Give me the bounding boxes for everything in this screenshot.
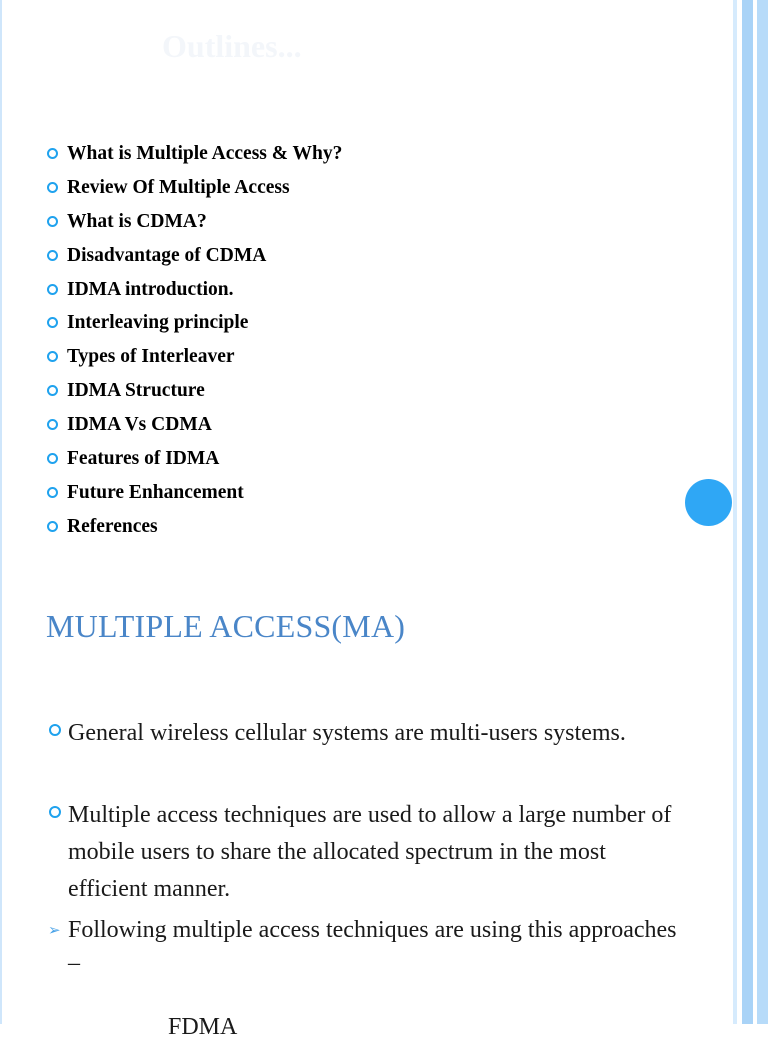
list-item [44, 479, 342, 513]
decorative-circle-icon [685, 479, 732, 526]
outline-list [44, 140, 342, 547]
list-item-label: Review Of Multiple Access [67, 176, 290, 198]
circle-bullet-icon [47, 284, 58, 295]
circle-bullet-icon [47, 216, 58, 227]
paragraph [46, 914, 688, 980]
list-item-label: IDMA Vs CDMA [67, 414, 212, 436]
circle-bullet-icon [47, 317, 58, 328]
circle-bullet-icon [47, 487, 58, 498]
section-heading: MULTIPLE ACCESS(MA) [46, 608, 406, 644]
right-stripe [742, 0, 753, 1024]
list-item [44, 174, 342, 208]
list-item [44, 276, 342, 310]
circle-bullet-icon [47, 419, 58, 430]
right-stripe [757, 0, 768, 1024]
circle-bullet-icon [47, 182, 58, 193]
paragraph [46, 797, 688, 908]
list-item-label: IDMA introduction. [67, 278, 234, 300]
list-item-label: Types of Interleaver [67, 346, 235, 368]
list-item [44, 445, 342, 479]
list-item [44, 343, 342, 377]
list-item [44, 411, 342, 445]
circle-bullet-icon [49, 724, 61, 736]
list-item-label: Future Enhancement [67, 481, 244, 503]
slide-title: Outlines... [162, 28, 302, 64]
circle-bullet-icon [47, 250, 58, 261]
arrow-bullet-icon: ➢ [48, 921, 61, 939]
circle-bullet-icon [47, 453, 58, 464]
list-item [44, 208, 342, 242]
circle-bullet-icon [47, 351, 58, 362]
paragraph-text: Multiple access techniques are used to allow a large number of mobile users to share the allocated spectrum in the most efficient manner. [68, 802, 672, 902]
list-item [44, 513, 342, 547]
partial-list-item: FDMA [168, 1014, 238, 1040]
list-item-label: IDMA Structure [67, 380, 205, 402]
list-item-label: What is CDMA? [67, 210, 207, 232]
list-item [44, 140, 342, 174]
list-item [44, 309, 342, 343]
paragraph-text: Following multiple access techniques are using this approaches – [68, 917, 677, 976]
list-item-label: Disadvantage of CDMA [67, 244, 267, 266]
list-item-label: What is Multiple Access & Why? [67, 143, 343, 164]
paragraph-text: General wireless cellular systems are multi-users systems. [68, 720, 626, 746]
list-item-label: Interleaving principle [67, 312, 249, 334]
circle-bullet-icon [49, 806, 61, 818]
circle-bullet-icon [47, 521, 58, 532]
list-item [44, 377, 342, 411]
circle-bullet-icon [47, 148, 58, 159]
list-item [44, 242, 342, 276]
circle-bullet-icon [47, 385, 58, 396]
list-item-label: Features of IDMA [67, 448, 220, 470]
left-border [0, 0, 2, 1024]
paragraph [46, 715, 676, 752]
list-item-label: References [67, 515, 158, 537]
